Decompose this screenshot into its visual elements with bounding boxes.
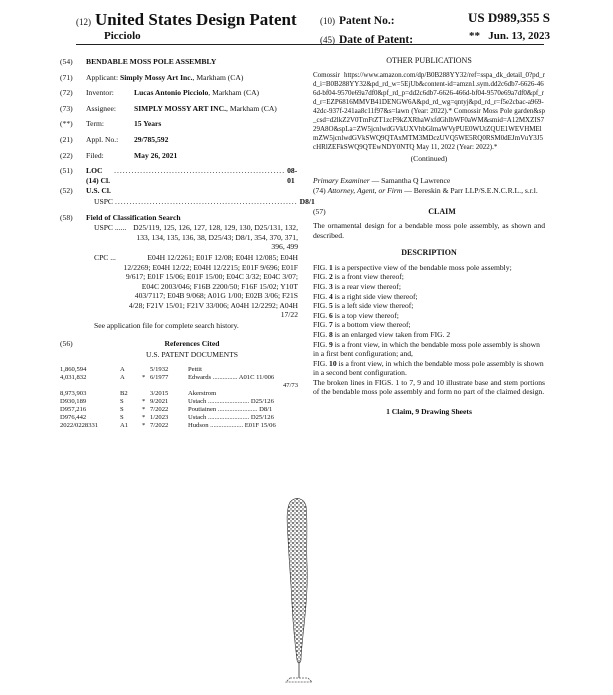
patent-number-row <box>320 11 550 29</box>
other-publications-title: OTHER PUBLICATIONS <box>386 56 472 65</box>
figure-label: FIG. <box>313 320 328 330</box>
reference-row <box>60 366 298 374</box>
figure-number: 3 <box>329 281 333 291</box>
reference-star: * <box>142 397 146 405</box>
field-code: (73) <box>60 103 73 113</box>
figure-label: FIG. <box>313 339 328 349</box>
field-code: (54) <box>60 57 73 66</box>
cpc-classes: E04H 12/2261; E01F 12/08; E04H 12/085; E04H 12/2269; E04H 12/22; E04H 12/2215; E01F 9/696; E01F 9/617; E01F 15/06; E01F 15/00; E04C 3/32; E04C 3/07; E04C 2003/046; F16B 2200/50; F16F 15/02; Y10T 403/7117; E04B 9/068; A01G 1/00; E02B 3/06; F21S 4/28; F21V 15/01; F21V 33/006; A04H 12/2292; A04H 17/22 <box>123 252 298 320</box>
reference-name: Ustach ......................... D25/126 <box>188 413 274 421</box>
patent-header <box>76 10 550 46</box>
figure-description <box>313 320 545 330</box>
reference-name: Akerstrom <box>188 389 217 397</box>
reference-num: D957,216 <box>60 405 87 413</box>
figure-number: 2 <box>329 272 333 282</box>
patent-date-label: Date of Patent: <box>339 34 414 46</box>
figure-description <box>313 359 545 378</box>
reference-name: 47/73 <box>282 381 298 389</box>
broken-lines-note: The broken lines in FIGS. 1 to 7, 9 and 10 illustrate base and stem portions of the bendable moss pole assembly and form no part of the claimed design. <box>313 377 545 397</box>
reference-row <box>60 414 298 422</box>
figure-number: 9 <box>329 339 333 349</box>
figure-label: FIG. <box>313 358 328 368</box>
applicant-name: Simply Mossy Art Inc. <box>119 72 193 82</box>
reference-date: 9/2021 <box>150 397 169 405</box>
patent-type-title: United States Design Patent <box>95 10 297 29</box>
title-field <box>60 57 298 67</box>
assignee-location: , Markham (CA) <box>226 103 277 113</box>
figure-text: is a front view, in which the bendable moss pole assembly is shown in a first bent configuration; and, <box>313 339 540 359</box>
applicant-location: , Markham (CA) <box>192 72 244 82</box>
references-title: References Cited <box>164 338 220 348</box>
field-code: (**) <box>60 119 73 129</box>
reference-date: 7/2022 <box>150 421 169 429</box>
field-label: LOC (14) Cl. <box>86 166 111 185</box>
figure-number: 1 <box>329 262 333 272</box>
figure-description <box>313 330 545 340</box>
reference-row <box>60 398 298 406</box>
reference-row <box>60 422 298 430</box>
figure-label: FIG. <box>313 301 328 311</box>
figure-text: is a left side view thereof; <box>334 301 414 311</box>
field-label: Filed: <box>86 150 104 160</box>
reference-num <box>60 382 120 390</box>
search-note <box>60 321 298 331</box>
figure-text: is an enlarged view taken from FIG. 2 <box>334 329 451 339</box>
term-value: 15 Years <box>134 119 162 129</box>
figure-list <box>313 263 545 378</box>
reference-num: D930,189 <box>60 397 87 405</box>
reference-date: 5/1932 <box>150 365 169 373</box>
reference-kind: S <box>120 405 124 413</box>
reference-kind: B2 <box>120 389 128 397</box>
references-field <box>60 339 298 349</box>
figure-description <box>313 263 545 273</box>
figure-number: 4 <box>329 291 333 301</box>
field-label: Inventor: <box>86 88 114 98</box>
description-title: DESCRIPTION <box>401 248 457 258</box>
field-label: USPC <box>94 196 113 206</box>
field-code: (52) <box>60 186 73 196</box>
search-note-text: See application file for complete search history. <box>94 321 239 331</box>
figure-text: is a right side view thereof; <box>334 291 418 301</box>
field-code: (22) <box>60 150 73 160</box>
appl-number: 29/785,592 <box>134 134 169 144</box>
claim-summary: 1 Claim, 9 Drawing Sheets <box>386 407 472 417</box>
field-code: (57) <box>313 207 326 217</box>
moss-pole-drawing <box>260 494 340 690</box>
classification-uspc <box>60 223 298 252</box>
references-subtitle: U.S. PATENT DOCUMENTS <box>146 350 238 360</box>
classification-cpc <box>60 253 298 320</box>
reference-num: 4,031,832 <box>60 373 87 381</box>
examiner-name: — Samantha Q Lawrence <box>371 176 451 186</box>
figure-description <box>313 272 545 282</box>
classification-field <box>60 213 298 223</box>
reference-row <box>60 406 298 414</box>
other-publications-text: Comossir https://www.amazon.com/dp/B0B288YY32/ref=sspa_dk_detail_0?pd_rd_i=B0B288YY32&pd_rd_w=5EjUb&content-id=amzn1.sym.dd2c6db7-6626-466d-bf04-9570e69a7df0&pf_rd_p=dd2c6db7-6626-466d-bf04-9570e69a7df0&pf_rd_r=EZP6816MMVB41DENGW6A&pd_rd_wg=qntyj&pd_rd_r=f5e2cbac-a969-42dc-937f-241aa8c11f97&s=lawn (Year: 2022).* Comossir Moss Pole garden&sp_csd=d2lkZ2V0TmFtZT1zcF9kZXRhaWxfdGhlbWF0aWM&smid=A12MXZIS729A8O&spLa=ZW5jcnlwdGVkUXVhbGlmaWVyPUE0WUtZQUE1WEVHMElmZW5jcnlwdGVkSWQ9QTAxMTM3MDczUVQ5WE5RQ0RSM0dEJmVuY3J5cHRlZEFkSWQ9QTEwNDY0NTQ May 11, 2022 (Year: 2022).* <box>313 70 545 151</box>
reference-name: Hudson .................... E01F 15/06 <box>188 421 276 429</box>
reference-kind: A <box>120 365 125 373</box>
reference-kind: A <box>120 373 125 381</box>
field-code: (72) <box>60 88 73 98</box>
reference-num: 1,860,594 <box>60 365 87 373</box>
uscl-field <box>60 186 298 196</box>
figure-label: FIG. <box>313 310 328 320</box>
reference-row <box>60 374 298 382</box>
term-field <box>60 119 298 129</box>
left-column <box>60 57 315 430</box>
claim-title: CLAIM <box>428 207 456 217</box>
attorney-name: — Bereskin & Parr LLP/S.E.N.C.R.L., s.r.l. <box>404 185 538 195</box>
figure-text: is a rear view thereof; <box>334 281 401 291</box>
field-code: (21) <box>60 134 73 144</box>
reference-name: Ustach ......................... D25/126 <box>188 397 274 405</box>
reference-date: 6/1977 <box>150 373 169 381</box>
right-column <box>313 57 545 417</box>
reference-kind: S <box>120 397 124 405</box>
filed-field <box>60 151 298 161</box>
reference-name: Pettit <box>188 365 202 373</box>
field-label: U.S. Cl. <box>86 186 111 196</box>
code-10: (10) <box>320 16 335 26</box>
loc-value: 08-01 <box>287 166 298 185</box>
reference-date: 1/2023 <box>150 413 169 421</box>
assignee-field <box>60 104 298 114</box>
reference-kind: S <box>120 413 124 421</box>
figure-description <box>313 301 545 311</box>
uspc-value: D8/1 <box>299 196 315 206</box>
figure-number: 5 <box>329 301 333 311</box>
field-label: USPC ...... <box>94 223 127 233</box>
reference-star: * <box>142 373 146 381</box>
references-list <box>60 366 298 430</box>
loc-field: (51) LOC (14) Cl. ........................................................... 08-01 <box>60 166 298 185</box>
inventor-short-name: Picciolo <box>104 30 141 42</box>
field-code: (51) <box>60 166 73 176</box>
date-value: Jun. 13, 2023 <box>488 30 550 42</box>
uspc-classes: D25/119, 125, 126, 127, 128, 129, 130, D25/131, 132, 133, 134, 135, 136, 38, D25/43; D8/1, 354, 370, 371, 396, 499 <box>133 223 298 252</box>
moss-pole-base <box>286 678 312 682</box>
reference-num: 2022/0228331 <box>60 421 99 429</box>
figure-text: is a perspective view of the bendable moss pole assembly; <box>334 262 512 272</box>
patent-date <box>469 30 550 42</box>
reference-star: * <box>142 405 146 413</box>
date-mark: ** <box>469 30 480 42</box>
code-45: (45) <box>320 35 335 45</box>
field-code: (56) <box>60 338 73 348</box>
claim-heading <box>313 207 545 217</box>
reference-date: 7/2022 <box>150 405 169 413</box>
attorney-label: Attorney, Agent, or Firm <box>327 185 403 195</box>
inventor-field <box>60 88 298 98</box>
figure-label: FIG. <box>313 262 328 272</box>
filed-date: May 26, 2021 <box>134 150 178 160</box>
figure-label: FIG. <box>313 272 328 282</box>
reference-kind <box>120 382 142 390</box>
reference-num: 8,973,903 <box>60 389 87 397</box>
field-label: CPC ... <box>94 252 116 262</box>
reference-name: Edwards ............... A01C 11/006 <box>188 373 275 381</box>
patent-number: US D989,355 S <box>468 10 550 25</box>
assignee-name: SIMPLY MOSSY ART INC. <box>134 103 227 113</box>
figure-text: is a front view, in which the bendable moss pole assembly is shown in a second bent configuration. <box>313 358 544 378</box>
inventor-name: Lucas Antonio Picciolo <box>134 88 209 98</box>
applicant-field <box>60 73 298 83</box>
header-rule <box>76 44 544 45</box>
field-label: Appl. No.: <box>86 134 119 144</box>
code-12: (12) <box>76 17 91 27</box>
field-label: Assignee: <box>86 103 116 113</box>
design-title: BENDABLE MOSS POLE ASSEMBLY <box>86 57 217 66</box>
reference-num: D976,442 <box>60 413 87 421</box>
field-code: (58) <box>60 212 73 222</box>
reference-row <box>60 382 298 390</box>
reference-date <box>150 382 188 390</box>
figure-text: is a bottom view thereof; <box>334 320 411 330</box>
figure-description <box>313 282 545 292</box>
field-label: Term: <box>86 119 105 129</box>
field-code: (74) <box>313 185 326 195</box>
continued-note: (Continued) <box>410 153 448 163</box>
appl-field <box>60 135 298 145</box>
figure-label: FIG. <box>313 291 328 301</box>
figure-number: 7 <box>329 320 333 330</box>
claim-text: The ornamental design for a bendable moss pole assembly, as shown and described. <box>313 220 545 240</box>
examiner-label: Primary Examiner <box>313 176 370 186</box>
field-code: (71) <box>60 72 73 82</box>
inventor-location: , Markham (CA) <box>208 88 260 98</box>
figure-description <box>313 311 545 321</box>
reference-star: * <box>142 421 146 429</box>
figure-number: 8 <box>329 329 333 339</box>
reference-row <box>60 390 298 398</box>
reference-kind: A1 <box>120 421 129 429</box>
patent-number-label: Patent No.: <box>339 15 395 27</box>
reference-date: 3/2015 <box>150 389 169 397</box>
figure-description <box>313 292 545 302</box>
examiner-block <box>313 176 545 195</box>
uspc-field: USPC ............................................................... D8/1 <box>94 196 315 206</box>
figure-text: is a front view thereof; <box>334 272 404 282</box>
figure-text: is a top view thereof; <box>334 310 399 320</box>
reference-star: * <box>142 413 146 421</box>
moss-pole-body <box>287 499 307 663</box>
figure-description <box>313 340 545 359</box>
field-label: Applicant: <box>86 72 119 82</box>
figure-number: 6 <box>329 310 333 320</box>
figure-number: 10 <box>329 358 337 368</box>
field-label: Field of Classification Search <box>86 212 181 222</box>
figure-label: FIG. <box>313 329 328 339</box>
patent-date-row <box>320 30 550 48</box>
figure-label: FIG. <box>313 281 328 291</box>
reference-name: Poutiainen ........................ D8/1 <box>188 405 273 413</box>
